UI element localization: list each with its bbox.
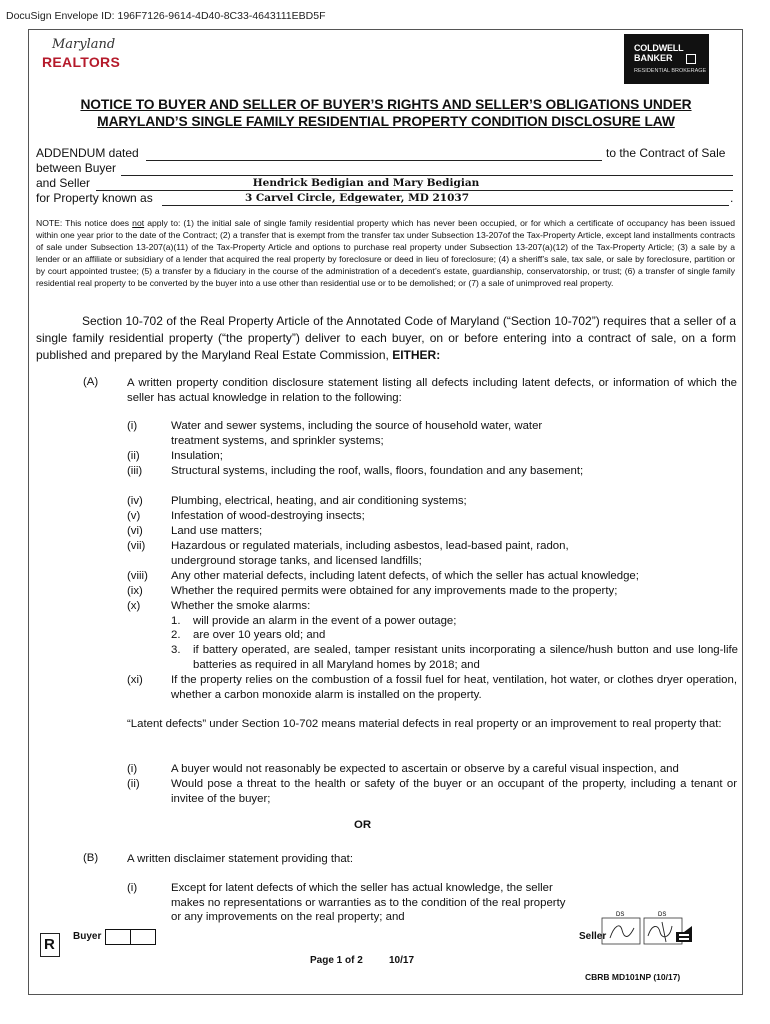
seller-signature-stroke-1: [610, 926, 634, 938]
addendum-date-field[interactable]: [146, 147, 602, 161]
seller-initials-signature[interactable]: [600, 908, 695, 948]
section-a-item-num: (x): [127, 600, 141, 612]
realtor-r-letter: R: [44, 936, 55, 953]
coldwell-banker-logo: [624, 34, 709, 84]
latent-item-text: Would pose a threat to the health or safety of the buyer or an occupant of the property, including a tenant or invitee of the buyer;: [171, 778, 737, 805]
smoke-alarm-subitem-num: 3.: [171, 644, 181, 656]
seller-name-field[interactable]: [96, 177, 733, 191]
section-b-text: A written disclaimer statement providing that:: [127, 853, 354, 865]
section-a-item-text: Infestation of wood-destroying insects;: [171, 510, 365, 522]
section-a-item-num: (ix): [127, 585, 143, 597]
section-a-item-text: Structural systems, including the roof, walls, floors, foundation and any basement;: [171, 465, 584, 477]
realtors-text: REALTORS: [42, 54, 121, 70]
form-code: CBRB MD101NP (10/17): [585, 972, 681, 982]
latent-defects-intro: “Latent defects” under Section 10-702 means material defects in real property or an improvement to real property that:: [127, 718, 722, 730]
seller-initials-label: Seller: [579, 931, 607, 942]
buyer-label: between Buyer: [36, 161, 117, 175]
section-a-item-text: Insulation;: [171, 450, 223, 462]
maryland-realtors-logo: [40, 38, 120, 76]
latent-item-text: A buyer would not reasonably be expected to ascertain or observe by a careful visual inspection, and: [171, 763, 679, 775]
seller-label: and Seller: [36, 176, 91, 190]
section-a-item-num: (i): [127, 420, 138, 432]
buyer-initials-label: Buyer: [73, 931, 102, 942]
smoke-alarm-subitem-text: will provide an alarm in the event of a power outage;: [193, 615, 457, 627]
section-a-item-text: Whether the smoke alarms:: [171, 600, 311, 612]
section-a-item-text: Whether the required permits were obtained for any improvements made to the property;: [171, 585, 618, 597]
section-a-item-text: Land use matters;: [171, 525, 263, 537]
section-a-item-num: (viii): [127, 570, 148, 582]
section-b-item1-text: Except for latent defects of which the seller has actual knowledge, the seller makes no representations or warranties as to the condition of the real property or any improvements on the real property; and: [171, 882, 566, 923]
page-number: Page 1 of 2: [310, 955, 363, 966]
seller-initials-box-1: [602, 918, 640, 944]
realtor-r-icon: [40, 933, 60, 957]
smoke-alarm-subitem-text: if battery operated, are sealed, tamper resistant units incorporating a silence/hush button and use long-life batteries as required in all Maryland homes by 2018; and: [193, 644, 738, 671]
ds-label-1: DS: [616, 912, 625, 918]
section-a-text: A written property condition disclosure statement listing all defects including latent defects, or information of which the seller has actual knowledge in relation to the following:: [127, 377, 737, 404]
section-a-mark: (A): [83, 376, 99, 388]
section-a-item-text: Plumbing, electrical, heating, and air conditioning systems;: [171, 495, 467, 507]
note-paragraph: NOTE: This notice does not apply to: (1) the initial sale of single family residential property which has never been occupied, or for which a certificate of occupancy has been issued within one year prior to the date of the Contract; (2) a transfer that is exempt from the transfer tax under Subsection 13-207of the Tax-Property Article, except land installments contracts of sale under Subsection 13-207(a)(11) of the Tax-Property Article and options to purchase real property under Subsection 13-207(a)(12) of the Tax-Property Article; (3) a sale by a lender or an affiliate or subsidiary of a lender that acquired the real property by foreclosure or deed in lieu of foreclosure; (4) a sheriff’s sale, tax sale, or sale by foreclosure, partition or by court appointed trustee; (5) a transfer by a fiduciary in the course of the administration of a decedent’s estate, guardianship, conservatorship, or trust; (6) a transfer of single family residential real property to be converted by the buyer into a use other than residential use or to be demolished; or (7) a sale of unimproved real property.: [36, 218, 735, 289]
form-version: 10/17: [389, 955, 415, 966]
contract-label: to the Contract of Sale: [606, 146, 726, 160]
section-a-item-text: If the property relies on the combustion of a fossil fuel for heat, ventilation, hot water, or clothes dryer operation, whether a carbon monoxide alarm is installed on the property.: [171, 674, 737, 701]
property-address-field[interactable]: [162, 192, 729, 206]
buyer-initials-box-2[interactable]: [130, 929, 156, 945]
section-a-item-num: (xi): [127, 674, 143, 686]
buyer-initials-box-1[interactable]: [105, 929, 131, 945]
buyer-name-field[interactable]: [121, 162, 733, 176]
cb-box-icon: [686, 54, 696, 64]
section-a-item-num: (iv): [127, 495, 143, 507]
seller-name-value: Hendrick Bedigian and Mary Bedigian: [252, 177, 480, 189]
notice-title-line2: MARYLAND’S SINGLE FAMILY RESIDENTIAL PROPERTY CONDITION DISCLOSURE LAW: [97, 114, 675, 129]
section-a-item-num: (vi): [127, 525, 143, 537]
ds-label-2: DS: [658, 912, 667, 918]
section-b-item1-num: (i): [127, 882, 138, 894]
section-a-item-text: Water and sewer systems, including the source of household water, water treatment systems, and sprinkler systems;: [171, 420, 543, 447]
section-a-item-text: Hazardous or regulated materials, including asbestos, lead-based paint, radon, underground storage tanks, and licensed landfills;: [171, 540, 569, 567]
envelope-id: DocuSign Envelope ID: 196F7126-9614-4D40-8C33-4643111EBD5F: [6, 10, 326, 22]
cb-line1: COLDWELL: [634, 43, 684, 53]
section-a-item-num: (v): [127, 510, 141, 522]
smoke-alarm-subitem-num: 2.: [171, 629, 181, 641]
section-a-item-text: Any other material defects, including latent defects, of which the seller has actual knowledge;: [171, 570, 639, 582]
section-a-item-num: (ii): [127, 450, 140, 462]
cb-line3: RESIDENTIAL BROKERAGE: [634, 68, 707, 74]
intro-paragraph: Section 10-702 of the Real Property Article of the Annotated Code of Maryland (“Section 10-702”) requires that a seller of a single family residential property (“the property”) deliver to each buyer, on or before entering into a contract of sale, on a form published and prepared by the Maryland Real Estate Commission, EITHER:: [36, 314, 736, 362]
smoke-alarm-subitem-num: 1.: [171, 615, 181, 627]
property-address-value: 3 Carvel Circle, Edgewater, MD 21037: [244, 192, 470, 204]
or-label: OR: [354, 819, 372, 831]
property-period: .: [730, 191, 734, 205]
seller-signature-stroke-2: [648, 922, 672, 942]
addendum-dated-label: ADDENDUM dated: [36, 146, 139, 160]
section-a-item-num: (vii): [127, 540, 146, 552]
smoke-alarm-subitem-text: are over 10 years old; and: [193, 629, 326, 641]
notice-title-line1: NOTICE TO BUYER AND SELLER OF BUYER’S RIGHTS AND SELLER’S OBLIGATIONS UNDER: [80, 97, 692, 112]
section-a-item-num: (iii): [127, 465, 143, 477]
equal-housing-icon: [676, 926, 692, 942]
section-b-mark: (B): [83, 852, 99, 864]
latent-item-num: (i): [127, 763, 138, 775]
property-label: for Property known as: [36, 191, 153, 205]
latent-item-num: (ii): [127, 778, 140, 790]
cb-line2: BANKER: [634, 53, 673, 63]
maryland-script-text: Maryland: [52, 37, 116, 52]
